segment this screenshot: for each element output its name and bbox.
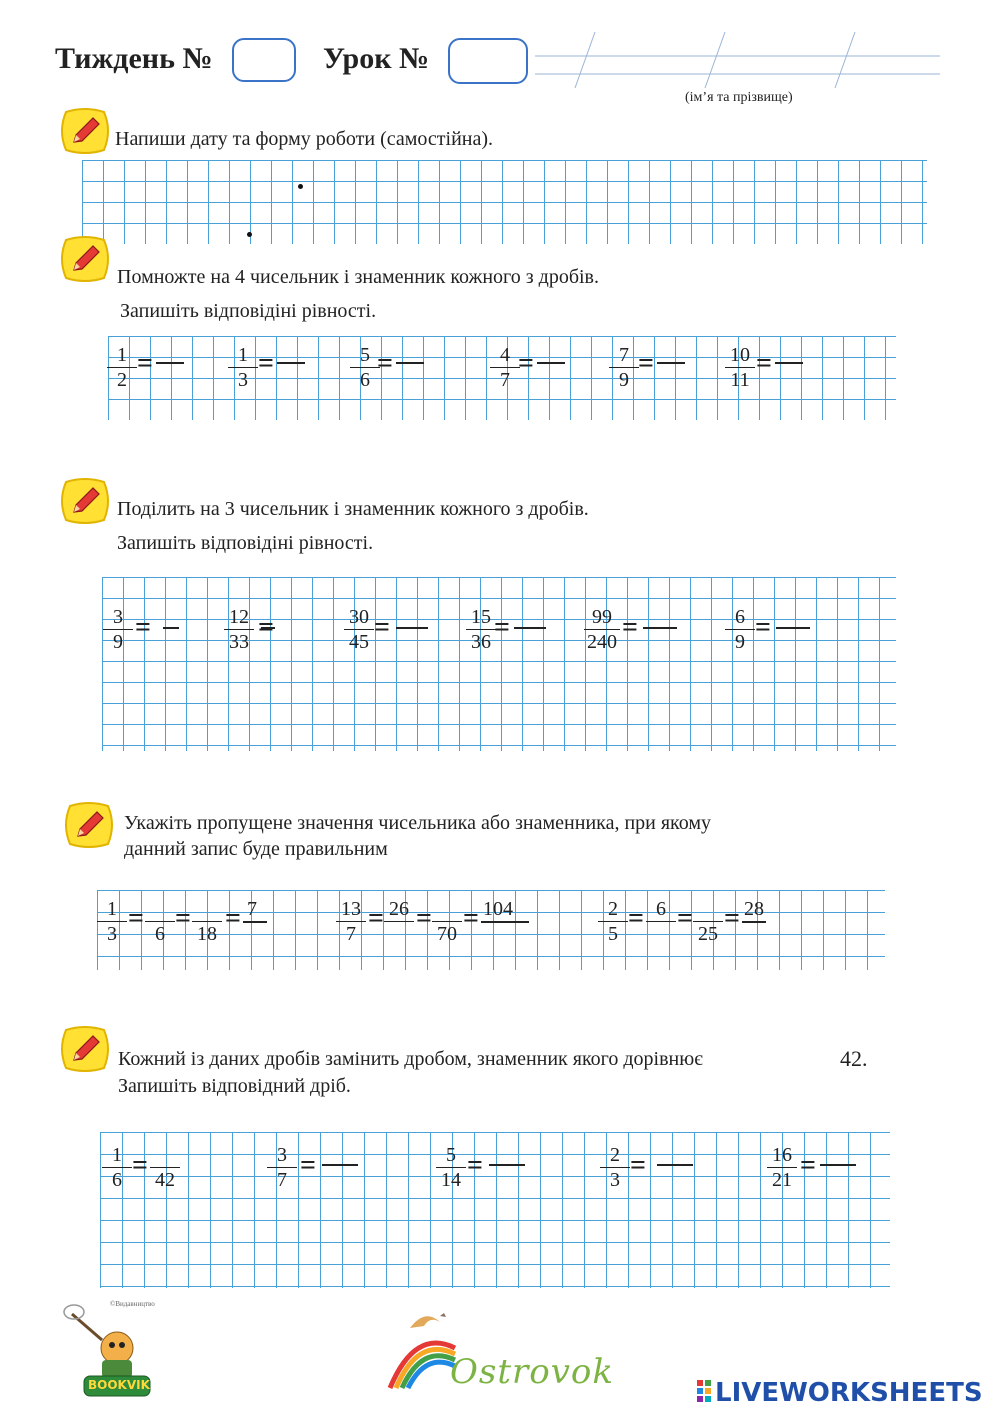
fraction-missing-numerator: 6 [145,898,175,945]
fraction-missing-numerator: 18 [192,898,222,945]
pencil-icon [60,236,110,282]
equals-sign: = [756,348,772,379]
equals-sign: = [377,348,393,379]
pencil-icon [60,108,110,154]
name-caption: (ім’я та прізвище) [685,90,793,105]
fraction: $\frac{2}{5}$ [598,898,628,945]
equals-sign: = [800,1150,816,1181]
equals-sign: = [638,348,654,379]
answer-blank[interactable] [742,921,766,923]
week-number-input[interactable] [232,38,296,82]
fraction: $\frac{16}{21}$ [767,1144,797,1191]
answer-blank[interactable] [643,627,677,629]
week-label: Тиждень № [55,42,213,75]
name-lines [535,28,940,88]
answer-blank[interactable] [489,1164,525,1166]
numerator: 7 [247,898,257,920]
answer-blank[interactable] [396,362,424,364]
answer-blank[interactable] [820,1164,856,1166]
task1-grid[interactable] [82,160,927,244]
equals-sign: = [135,612,151,643]
answer-blank[interactable] [243,921,267,923]
name-line-area[interactable] [535,28,940,88]
fraction-missing-denominator: 6 [646,898,676,945]
fraction-missing-numerator: 70 [432,898,462,945]
bookvik-small-text: ©Видавництво [110,1300,155,1308]
fraction: $\frac{13}{7}$ [336,898,366,945]
equals-sign: = [258,348,274,379]
bookvik-logo [62,1300,172,1400]
equals-sign: = [374,612,390,643]
fraction: $\frac{3}{9}$ [103,606,133,653]
fraction: $\frac{99}{240}$ [584,606,620,653]
answer-blank[interactable] [277,362,305,364]
fraction: $\frac{1}{3}$ [97,898,127,945]
answer-blank[interactable] [514,627,546,629]
fraction: $\frac{30}{45}$ [344,606,374,653]
fraction: $\frac{1}{3}$ [228,344,258,391]
answer-blank[interactable] [481,921,529,923]
target-fraction: 42 [150,1144,180,1191]
answer-blank[interactable] [776,627,810,629]
equals-sign: = [416,903,432,934]
equals-sign: = [368,903,384,934]
fraction: $\frac{2}{3}$ [600,1144,630,1191]
equals-sign: = [300,1150,316,1181]
equals-sign: = [463,903,479,934]
dot [247,232,252,237]
task2-line2: Запишіть відповідіні рівності. [120,300,377,322]
answer-blank[interactable] [322,1164,358,1166]
equals-sign: = [518,348,534,379]
answer-blank[interactable] [261,627,275,629]
fraction: $\frac{7}{9}$ [609,344,639,391]
task5-number: 42. [840,1046,868,1071]
fraction: $\frac{1}{6}$ [102,1144,132,1191]
equals-sign: = [677,903,693,934]
ostrovok-label: Ostrovok [450,1352,614,1392]
equals-sign: = [494,612,510,643]
fraction: $\frac{3}{7}$ [267,1144,297,1191]
lesson-label: Урок № [323,42,430,75]
answer-blank[interactable] [537,362,565,364]
equals-sign: = [724,903,740,934]
equals-sign: = [755,612,771,643]
answer-blank[interactable] [775,362,803,364]
pencil-icon [64,802,114,848]
fraction: $\frac{5}{6}$ [350,344,380,391]
task2-line1: Помножте на 4 чисельник і знаменник кожного з дробів. [117,266,600,288]
liveworksheets-logo[interactable] [697,1378,997,1412]
task4-line1: Укажіть пропущене значення чисельника або знаменника, при якому [124,812,712,834]
equals-sign: = [622,612,638,643]
task1-instruction: Напиши дату та форму роботи (самостійна). [115,128,494,150]
task3-line2: Запишіть відповідіні рівності. [117,532,374,554]
answer-blank[interactable] [396,627,428,629]
answer-blank[interactable] [156,362,184,364]
answer-blank[interactable] [657,1164,693,1166]
pencil-icon [60,478,110,524]
dot [298,184,303,189]
equals-sign: = [225,903,241,934]
equals-sign: = [128,903,144,934]
fraction: $\frac{15}{36}$ [466,606,496,653]
answer-blank[interactable] [657,362,685,364]
task4-line2: данний запис буде правильним [124,838,388,860]
equals-sign: = [630,1150,646,1181]
equals-sign: = [132,1150,148,1181]
pencil-icon [60,1026,110,1072]
numerator: 28 [744,898,764,920]
task3-grid[interactable] [102,577,896,751]
fraction: $\frac{5}{14}$ [436,1144,466,1191]
fraction: $\frac{10}{11}$ [725,344,755,391]
fraction: $\frac{6}{9}$ [725,606,755,653]
fraction-missing-denominator: 26 [384,898,414,945]
fraction-missing-numerator: 25 [693,898,723,945]
task3-line1: Поділить на 3 чисельник і знаменник кожного з дробів. [117,498,589,520]
equals-sign: = [628,903,644,934]
lesson-number-input[interactable] [448,38,528,84]
ostrovok-logo [380,1308,614,1393]
answer-blank[interactable] [163,627,179,629]
numerator: 104 [483,898,513,920]
equals-sign: = [258,612,274,643]
fraction: $\frac{1}{2}$ [107,344,137,391]
task5-line2: Запишіть відповідний дріб. [118,1075,351,1097]
fraction: $\frac{12}{33}$ [224,606,254,653]
liveworksheets-label: LIVEWORKSHEETS [715,1378,983,1408]
fraction: $\frac{4}{7}$ [490,344,520,391]
bookvik-label: BOOKVIK [88,1378,150,1392]
equals-sign: = [175,903,191,934]
task5-line1: Кожний із даних дробів замінить дробом, знаменник якого дорівнює [118,1048,703,1070]
equals-sign: = [137,348,153,379]
equals-sign: = [467,1150,483,1181]
